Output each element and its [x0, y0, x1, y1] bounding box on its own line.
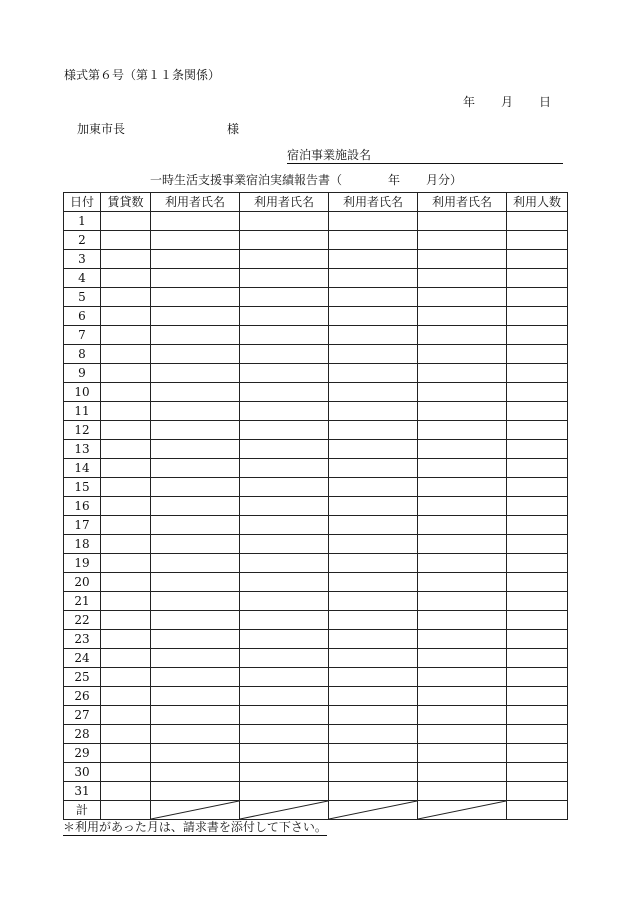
accommodation-ledger-table: [63, 192, 568, 820]
table-row: [64, 421, 568, 440]
entry-cell[interactable]: [418, 592, 507, 611]
entry-cell[interactable]: [507, 763, 568, 782]
table-row: [64, 516, 568, 535]
entry-cell[interactable]: [151, 364, 240, 383]
entry-cell[interactable]: [101, 478, 151, 497]
entry-cell[interactable]: [101, 421, 151, 440]
entry-cell[interactable]: [507, 383, 568, 402]
entry-cell[interactable]: [101, 402, 151, 421]
entry-cell[interactable]: [240, 668, 329, 687]
entry-cell[interactable]: [101, 535, 151, 554]
entry-cell[interactable]: [507, 611, 568, 630]
entry-cell[interactable]: [507, 288, 568, 307]
entry-cell[interactable]: [240, 706, 329, 725]
day-cell: 2: [64, 231, 101, 250]
table-row: [64, 440, 568, 459]
entry-cell[interactable]: [240, 611, 329, 630]
entry-cell[interactable]: [329, 288, 418, 307]
day-cell: 15: [64, 478, 101, 497]
entry-cell[interactable]: [101, 763, 151, 782]
table-row: [64, 497, 568, 516]
entry-cell[interactable]: [151, 440, 240, 459]
entry-cell[interactable]: [151, 497, 240, 516]
report-year: 年: [388, 173, 401, 187]
entry-cell[interactable]: [151, 573, 240, 592]
entry-cell[interactable]: [101, 288, 151, 307]
table-row: [64, 269, 568, 288]
entry-cell[interactable]: [240, 402, 329, 421]
entry-cell[interactable]: [240, 592, 329, 611]
table-header-row: [64, 193, 568, 212]
day-cell: 10: [64, 383, 101, 402]
entry-cell[interactable]: [151, 592, 240, 611]
entry-cell[interactable]: [418, 744, 507, 763]
entry-cell[interactable]: [151, 478, 240, 497]
entry-cell[interactable]: [151, 459, 240, 478]
entry-cell[interactable]: [101, 744, 151, 763]
entry-cell[interactable]: [101, 269, 151, 288]
entry-cell[interactable]: [151, 516, 240, 535]
column-header: 利用者氏名: [240, 193, 329, 212]
entry-cell[interactable]: [418, 573, 507, 592]
entry-cell[interactable]: [101, 212, 151, 231]
table-row: [64, 744, 568, 763]
entry-cell[interactable]: [240, 459, 329, 478]
entry-cell[interactable]: [507, 630, 568, 649]
entry-cell[interactable]: [507, 573, 568, 592]
entry-cell[interactable]: [418, 402, 507, 421]
entry-cell[interactable]: [151, 250, 240, 269]
entry-cell[interactable]: [418, 516, 507, 535]
column-header: 日付: [64, 193, 101, 212]
entry-cell[interactable]: [240, 212, 329, 231]
entry-cell[interactable]: [151, 307, 240, 326]
entry-cell[interactable]: [151, 402, 240, 421]
addressee: 加東市長: [77, 122, 126, 136]
day-cell: 12: [64, 421, 101, 440]
entry-cell[interactable]: [329, 383, 418, 402]
table-row: [64, 668, 568, 687]
day-cell: 1: [64, 212, 101, 231]
table-row: [64, 288, 568, 307]
entry-cell[interactable]: [418, 630, 507, 649]
table-row: [64, 212, 568, 231]
day-cell: 31: [64, 782, 101, 801]
day-cell: 7: [64, 326, 101, 345]
diagonal-strike: [418, 801, 506, 819]
day-cell: 9: [64, 364, 101, 383]
entry-cell[interactable]: [240, 288, 329, 307]
entry-cell[interactable]: [151, 706, 240, 725]
entry-cell[interactable]: [329, 516, 418, 535]
entry-cell[interactable]: [418, 307, 507, 326]
form-number: 様式第６号（第１１条関係）: [64, 68, 221, 82]
column-header: 利用者氏名: [418, 193, 507, 212]
entry-cell[interactable]: [507, 345, 568, 364]
day-cell: 19: [64, 554, 101, 573]
date-year: 年: [463, 95, 476, 109]
crossed-out-cell: [418, 801, 507, 820]
day-cell: 30: [64, 763, 101, 782]
table-row: [64, 782, 568, 801]
table-row: [64, 706, 568, 725]
entry-cell[interactable]: [240, 573, 329, 592]
table-row: [64, 649, 568, 668]
entry-cell[interactable]: [507, 459, 568, 478]
entry-cell[interactable]: [418, 782, 507, 801]
day-cell: 13: [64, 440, 101, 459]
entry-cell[interactable]: [329, 212, 418, 231]
entry-cell[interactable]: [507, 782, 568, 801]
entry-cell[interactable]: [240, 269, 329, 288]
entry-cell[interactable]: [507, 725, 568, 744]
day-cell: 25: [64, 668, 101, 687]
entry-cell[interactable]: [240, 497, 329, 516]
entry-cell[interactable]: [507, 250, 568, 269]
entry-cell[interactable]: [101, 782, 151, 801]
entry-cell[interactable]: [418, 478, 507, 497]
day-cell: 21: [64, 592, 101, 611]
diagonal-strike: [240, 801, 328, 819]
entry-cell[interactable]: [101, 554, 151, 573]
entry-cell[interactable]: [418, 231, 507, 250]
day-cell: 3: [64, 250, 101, 269]
table-row: [64, 326, 568, 345]
entry-cell[interactable]: [418, 383, 507, 402]
entry-cell[interactable]: [101, 364, 151, 383]
entry-cell[interactable]: [329, 611, 418, 630]
total-rentals-cell[interactable]: [101, 801, 151, 820]
table-row: [64, 763, 568, 782]
entry-cell[interactable]: [329, 763, 418, 782]
entry-cell[interactable]: [151, 630, 240, 649]
table-body: [64, 212, 568, 820]
entry-cell[interactable]: [329, 706, 418, 725]
entry-cell[interactable]: [151, 687, 240, 706]
diagonal-strike: [151, 801, 239, 819]
entry-cell[interactable]: [240, 630, 329, 649]
entry-cell[interactable]: [151, 611, 240, 630]
entry-cell[interactable]: [329, 497, 418, 516]
day-cell: 27: [64, 706, 101, 725]
facility-label: 宿泊事業施設名: [287, 148, 372, 162]
entry-cell[interactable]: [101, 725, 151, 744]
entry-cell[interactable]: [151, 326, 240, 345]
entry-cell[interactable]: [507, 307, 568, 326]
entry-cell[interactable]: [418, 288, 507, 307]
entry-cell[interactable]: [151, 421, 240, 440]
table-row: [64, 250, 568, 269]
entry-cell[interactable]: [418, 269, 507, 288]
day-cell: 24: [64, 649, 101, 668]
entry-cell[interactable]: [329, 744, 418, 763]
day-cell: 8: [64, 345, 101, 364]
day-cell: 6: [64, 307, 101, 326]
column-header: 利用者氏名: [151, 193, 240, 212]
entry-cell[interactable]: [101, 630, 151, 649]
day-cell: 4: [64, 269, 101, 288]
entry-cell[interactable]: [507, 440, 568, 459]
entry-cell[interactable]: [240, 307, 329, 326]
entry-cell[interactable]: [507, 326, 568, 345]
entry-cell[interactable]: [151, 554, 240, 573]
entry-cell[interactable]: [507, 592, 568, 611]
entry-cell[interactable]: [240, 649, 329, 668]
entry-cell[interactable]: [240, 250, 329, 269]
entry-cell[interactable]: [329, 630, 418, 649]
entry-cell[interactable]: [101, 592, 151, 611]
entry-cell[interactable]: [240, 326, 329, 345]
entry-cell[interactable]: [418, 668, 507, 687]
date-month: 月: [501, 95, 514, 109]
entry-cell[interactable]: [329, 326, 418, 345]
entry-cell[interactable]: [151, 535, 240, 554]
table-row: [64, 554, 568, 573]
table-row: [64, 383, 568, 402]
entry-cell[interactable]: [418, 440, 507, 459]
table-row: [64, 687, 568, 706]
entry-cell[interactable]: [329, 782, 418, 801]
table-row: [64, 573, 568, 592]
entry-cell[interactable]: [101, 706, 151, 725]
table-row: [64, 307, 568, 326]
entry-cell[interactable]: [418, 364, 507, 383]
facility-name-field[interactable]: [287, 148, 563, 164]
entry-cell[interactable]: [329, 269, 418, 288]
date-day: 日: [539, 95, 552, 109]
entry-cell[interactable]: [507, 212, 568, 231]
entry-cell[interactable]: [101, 516, 151, 535]
table-row: [64, 725, 568, 744]
entry-cell[interactable]: [329, 231, 418, 250]
entry-cell[interactable]: [151, 782, 240, 801]
entry-cell[interactable]: [418, 326, 507, 345]
entry-cell[interactable]: [101, 326, 151, 345]
table-row: [64, 611, 568, 630]
entry-cell[interactable]: [101, 250, 151, 269]
day-cell: 18: [64, 535, 101, 554]
day-cell: 28: [64, 725, 101, 744]
entry-cell[interactable]: [418, 706, 507, 725]
column-header: 利用者氏名: [329, 193, 418, 212]
entry-cell[interactable]: [240, 516, 329, 535]
entry-cell[interactable]: [329, 250, 418, 269]
entry-cell[interactable]: [240, 535, 329, 554]
day-cell: 26: [64, 687, 101, 706]
entry-cell[interactable]: [151, 725, 240, 744]
entry-cell[interactable]: [329, 307, 418, 326]
column-header: 賃貸数: [101, 193, 151, 212]
entry-cell[interactable]: [329, 402, 418, 421]
entry-cell[interactable]: [240, 687, 329, 706]
report-title: [150, 173, 462, 187]
report-title-text: 一時生活支援事業宿泊実績報告書（: [150, 173, 343, 187]
entry-cell[interactable]: [329, 687, 418, 706]
entry-cell[interactable]: [507, 364, 568, 383]
day-cell: 20: [64, 573, 101, 592]
entry-cell[interactable]: [151, 269, 240, 288]
table-row: [64, 231, 568, 250]
column-header: 利用人数: [507, 193, 568, 212]
entry-cell[interactable]: [418, 763, 507, 782]
entry-cell[interactable]: [418, 535, 507, 554]
entry-cell[interactable]: [507, 478, 568, 497]
entry-cell[interactable]: [101, 668, 151, 687]
entry-cell[interactable]: [240, 763, 329, 782]
entry-cell[interactable]: [507, 554, 568, 573]
entry-cell[interactable]: [101, 497, 151, 516]
entry-cell[interactable]: [329, 364, 418, 383]
table-row: [64, 478, 568, 497]
crossed-out-cell: [329, 801, 418, 820]
entry-cell[interactable]: [507, 535, 568, 554]
entry-cell[interactable]: [101, 687, 151, 706]
honorific: 様: [227, 122, 240, 136]
entry-cell[interactable]: [240, 345, 329, 364]
entry-cell[interactable]: [329, 649, 418, 668]
entry-cell[interactable]: [507, 744, 568, 763]
entry-cell[interactable]: [101, 307, 151, 326]
day-cell: 5: [64, 288, 101, 307]
entry-cell[interactable]: [329, 478, 418, 497]
total-row: [64, 801, 568, 820]
entry-cell[interactable]: [418, 611, 507, 630]
entry-cell[interactable]: [240, 725, 329, 744]
entry-cell[interactable]: [151, 345, 240, 364]
entry-cell[interactable]: [101, 440, 151, 459]
entry-cell[interactable]: [418, 554, 507, 573]
entry-cell[interactable]: [329, 668, 418, 687]
entry-cell[interactable]: [101, 345, 151, 364]
day-cell: 17: [64, 516, 101, 535]
entry-cell[interactable]: [418, 345, 507, 364]
entry-cell[interactable]: [507, 497, 568, 516]
entry-cell[interactable]: [240, 478, 329, 497]
entry-cell[interactable]: [329, 573, 418, 592]
diagonal-strike: [329, 801, 417, 819]
entry-cell[interactable]: [418, 725, 507, 744]
table-row: [64, 402, 568, 421]
table-row: [64, 630, 568, 649]
entry-cell[interactable]: [240, 744, 329, 763]
entry-cell[interactable]: [101, 231, 151, 250]
entry-cell[interactable]: [507, 231, 568, 250]
entry-cell[interactable]: [418, 459, 507, 478]
entry-cell[interactable]: [240, 364, 329, 383]
total-users-cell[interactable]: [507, 801, 568, 820]
entry-cell[interactable]: [151, 212, 240, 231]
table-row: [64, 364, 568, 383]
entry-cell[interactable]: [418, 212, 507, 231]
crossed-out-cell: [151, 801, 240, 820]
table-row: [64, 459, 568, 478]
entry-cell[interactable]: [507, 516, 568, 535]
day-cell: 14: [64, 459, 101, 478]
entry-cell[interactable]: [151, 231, 240, 250]
footnote: ＊利用があった月は、請求書を添付して下さい。: [63, 820, 327, 834]
entry-cell[interactable]: [418, 497, 507, 516]
entry-cell[interactable]: [507, 706, 568, 725]
entry-cell[interactable]: [151, 383, 240, 402]
table-row: [64, 535, 568, 554]
entry-cell[interactable]: [507, 421, 568, 440]
date-line: [463, 95, 551, 109]
report-month: 月分）: [426, 173, 463, 187]
total-label: 計: [64, 801, 101, 820]
entry-cell[interactable]: [507, 668, 568, 687]
entry-cell[interactable]: [329, 421, 418, 440]
entry-cell[interactable]: [329, 535, 418, 554]
entry-cell[interactable]: [329, 440, 418, 459]
entry-cell[interactable]: [101, 459, 151, 478]
entry-cell[interactable]: [329, 345, 418, 364]
entry-cell[interactable]: [329, 592, 418, 611]
entry-cell[interactable]: [240, 554, 329, 573]
entry-cell[interactable]: [507, 687, 568, 706]
crossed-out-cell: [240, 801, 329, 820]
entry-cell[interactable]: [101, 611, 151, 630]
entry-cell[interactable]: [151, 288, 240, 307]
entry-cell[interactable]: [507, 649, 568, 668]
entry-cell[interactable]: [240, 231, 329, 250]
entry-cell[interactable]: [329, 725, 418, 744]
entry-cell[interactable]: [418, 687, 507, 706]
day-cell: 11: [64, 402, 101, 421]
day-cell: 23: [64, 630, 101, 649]
entry-cell[interactable]: [151, 649, 240, 668]
entry-cell[interactable]: [151, 668, 240, 687]
day-cell: 29: [64, 744, 101, 763]
entry-cell[interactable]: [240, 782, 329, 801]
entry-cell[interactable]: [418, 250, 507, 269]
entry-cell[interactable]: [418, 649, 507, 668]
entry-cell[interactable]: [151, 763, 240, 782]
entry-cell[interactable]: [329, 554, 418, 573]
entry-cell[interactable]: [418, 421, 507, 440]
day-cell: 22: [64, 611, 101, 630]
entry-cell[interactable]: [507, 402, 568, 421]
table-row: [64, 592, 568, 611]
entry-cell[interactable]: [151, 744, 240, 763]
entry-cell[interactable]: [240, 440, 329, 459]
entry-cell[interactable]: [240, 383, 329, 402]
entry-cell[interactable]: [507, 269, 568, 288]
entry-cell[interactable]: [240, 421, 329, 440]
day-cell: 16: [64, 497, 101, 516]
entry-cell[interactable]: [329, 459, 418, 478]
table-row: [64, 345, 568, 364]
entry-cell[interactable]: [101, 649, 151, 668]
entry-cell[interactable]: [101, 573, 151, 592]
entry-cell[interactable]: [101, 383, 151, 402]
